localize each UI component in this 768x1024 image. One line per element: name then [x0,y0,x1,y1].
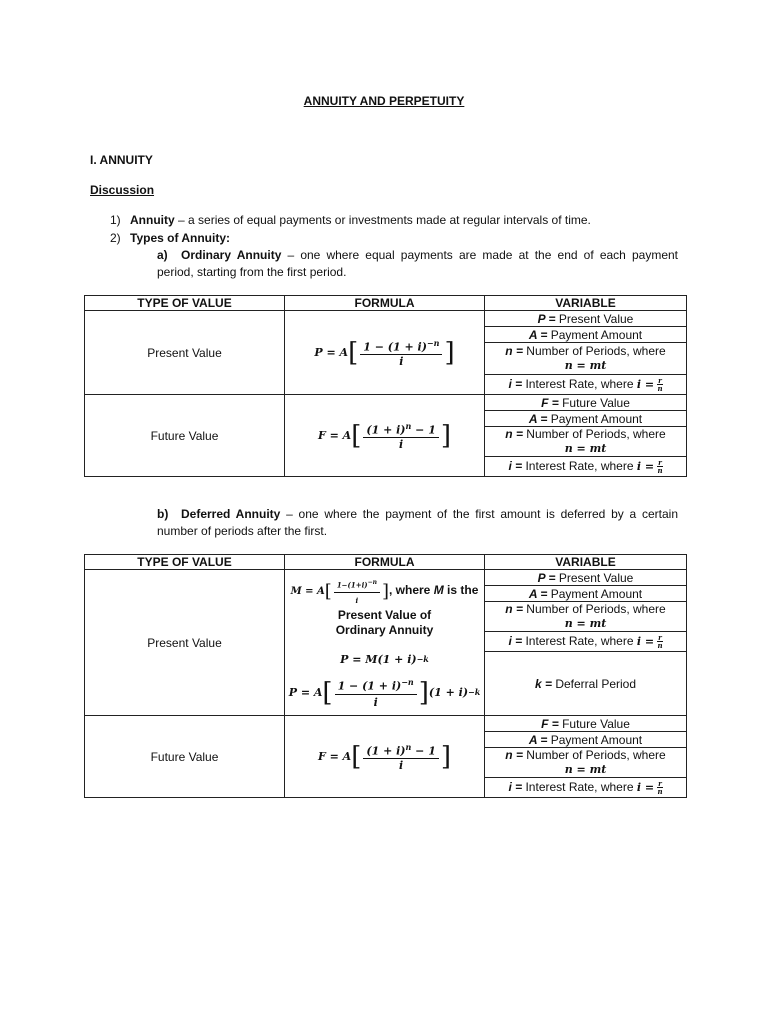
header-variable: VARIABLE [485,296,687,311]
header-formula: FORMULA [285,296,485,311]
term-deferred: Deferred Annuity [181,507,281,521]
var-a: A = Payment Amount [485,586,687,602]
var-a: A = Payment Amount [485,411,687,427]
term-annuity: Annuity [130,213,175,227]
pv-oa-note: Present Value of Ordinary Annuity [335,608,434,638]
var-i: i = Interest Rate, where i = $\frac{r}{n}$ [485,457,687,477]
annuity-definition: – a series of equal payments or investments made at regular intervals of time. [174,213,591,227]
var-n: n = Number of Periods, where n = mt [485,343,687,375]
var-i: i = Interest Rate, where i = $\frac{r}{n}$ [485,632,687,652]
deferred-annuity-item [157,506,678,540]
ordinary-definition: – one where equal payments are made at the end of each payment period, starting from the first period. [157,248,678,279]
formula-fv-ordinary: F = A [ $\frac{(1 + i)^n - 1}{i}$ ] [285,395,485,477]
var-i: i = Interest Rate, where i = $\frac{r}{n}$ [485,778,687,798]
page-title: ANNUITY AND PERPETUITY [303,94,465,108]
list-number: 2) [110,231,121,245]
header-variable: VARIABLE [485,555,687,570]
var-a: A = Payment Amount [485,732,687,748]
header-type: TYPE OF VALUE [85,296,285,311]
list-item-annuity [110,213,591,227]
list-item-types [110,231,230,245]
sub-label: b) [157,507,169,521]
var-f: F = Future Value [485,395,687,411]
row-present-value: Present Value [85,311,285,395]
var-n: n = Number of Periods, where n = mt [485,427,687,457]
var-p: P = Present Value [485,570,687,586]
row-present-value: Present Value [85,570,285,716]
var-n: n = Number of Periods, where n = mt [485,748,687,778]
header-type: TYPE OF VALUE [85,555,285,570]
formula-pv-deferred: M = A [ $\frac{1-(1+i)^{-n}}{i}$ ] , where M is the Present Value of Ordinary Annuity P = M(1 + i) −k P = A [ $\frac{1 - (1 + i)^{-n}}{i}$ ] (1 + i) −k [285,570,485,716]
deferred-annuity-table [84,554,687,798]
row-future-value: Future Value [85,716,285,798]
sub-label: a) [157,248,168,262]
discussion-heading: Discussion [90,183,155,197]
var-p: P = Present Value [485,311,687,327]
var-a: A = Payment Amount [485,327,687,343]
term-ordinary: Ordinary Annuity [181,248,282,262]
var-k: k = Deferral Period [485,652,687,716]
row-future-value: Future Value [85,395,285,477]
var-i: i = Interest Rate, where i = $\frac{r}{n}$ [485,375,687,395]
deferred-definition: – one where the payment of the first amount is deferred by a certain number of periods after the first. [157,507,678,538]
ordinary-annuity-table [84,295,687,477]
header-formula: FORMULA [285,555,485,570]
formula-fv-deferred: F = A [ $\frac{(1 + i)^n - 1}{i}$ ] [285,716,485,798]
var-n: n = Number of Periods, where n = mt [485,602,687,632]
formula-pv-ordinary: P = A [ $\frac{1 - (1 + i)^{-n}}{i}$ ] [285,311,485,395]
section-heading: I. ANNUITY [90,153,153,167]
var-f: F = Future Value [485,716,687,732]
term-types: Types of Annuity: [130,231,231,245]
ordinary-annuity-item [157,247,678,281]
list-number: 1) [110,213,121,227]
